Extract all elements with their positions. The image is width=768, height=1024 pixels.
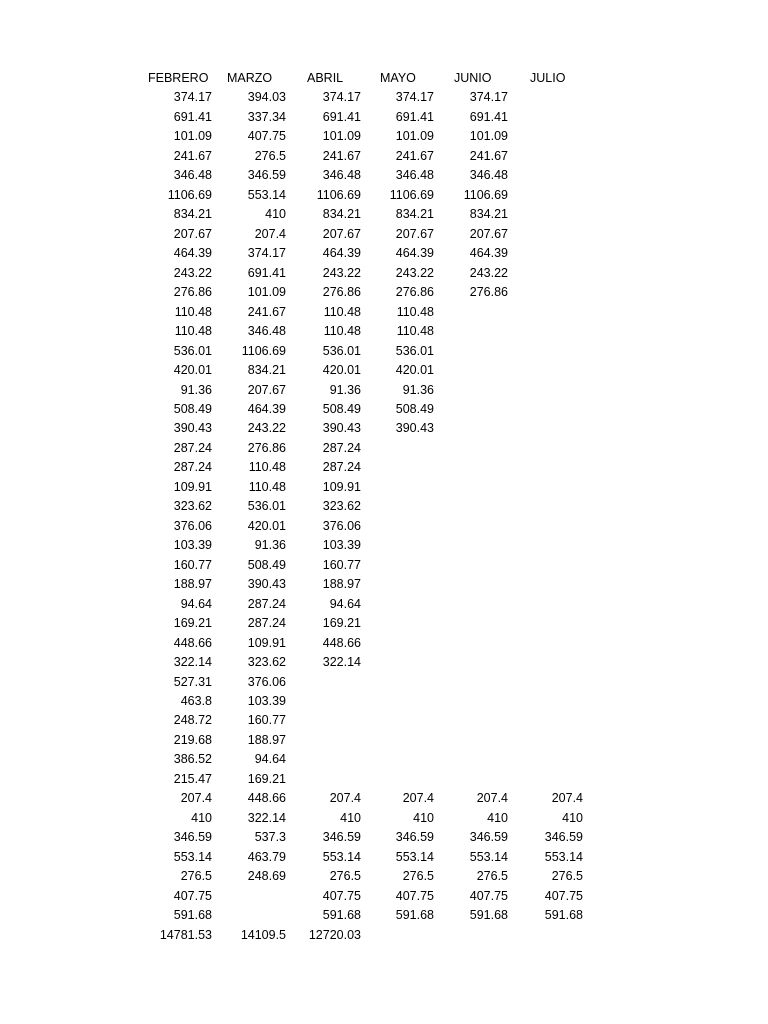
data-cell[interactable]: 110.48 [323, 304, 361, 319]
data-cell[interactable]: 407.75 [544, 888, 583, 903]
data-cell[interactable]: 241.67 [395, 148, 434, 163]
data-cell[interactable] [509, 361, 589, 380]
data-cell[interactable]: 536.01 [322, 343, 361, 358]
data-cell[interactable] [287, 673, 367, 692]
data-cell[interactable]: 207.67 [322, 226, 361, 241]
data-cell[interactable]: 691.41 [173, 109, 212, 124]
data-cell[interactable]: 207.4 [551, 791, 583, 806]
data-cell[interactable] [509, 400, 589, 419]
data-cell[interactable] [434, 322, 514, 341]
data-cell[interactable]: 407.75 [395, 888, 434, 903]
data-cell[interactable]: 407.75 [173, 888, 212, 903]
data-cell[interactable]: 207.67 [395, 226, 434, 241]
data-cell[interactable]: 553.14 [173, 849, 212, 864]
data-cell[interactable] [509, 770, 589, 789]
data-cell[interactable] [434, 711, 514, 730]
data-cell[interactable]: 691.41 [247, 265, 286, 280]
data-cell[interactable]: 91.36 [329, 382, 361, 397]
data-cell[interactable]: 276.86 [395, 285, 434, 300]
data-cell[interactable]: 109.91 [322, 479, 361, 494]
data-cell[interactable]: 536.01 [247, 499, 286, 514]
data-cell[interactable]: 346.59 [322, 830, 361, 845]
data-cell[interactable]: 337.34 [247, 109, 286, 124]
data-cell[interactable] [360, 634, 440, 653]
data-cell[interactable]: 1106.69 [167, 187, 212, 202]
data-cell[interactable]: 420.01 [395, 363, 434, 378]
data-cell[interactable] [360, 770, 440, 789]
data-cell[interactable] [434, 400, 514, 419]
data-cell[interactable]: 101.09 [469, 129, 508, 144]
data-cell[interactable]: 553.14 [395, 849, 434, 864]
data-cell[interactable]: 374.17 [395, 90, 434, 105]
data-cell[interactable] [509, 673, 589, 692]
data-cell[interactable]: 346.48 [322, 168, 361, 183]
data-cell[interactable]: 374.17 [469, 90, 508, 105]
data-cell[interactable] [434, 536, 514, 555]
data-cell[interactable]: 464.39 [247, 401, 286, 416]
data-cell[interactable]: 243.22 [322, 265, 361, 280]
data-cell[interactable]: 110.48 [174, 324, 212, 339]
data-cell[interactable]: 241.67 [322, 148, 361, 163]
data-cell[interactable]: 448.66 [322, 635, 361, 650]
data-cell[interactable]: 553.14 [247, 187, 286, 202]
data-cell[interactable]: 1106.69 [389, 187, 434, 202]
data-cell[interactable]: 276.5 [180, 869, 212, 884]
data-cell[interactable]: 508.49 [247, 557, 286, 572]
data-cell[interactable]: 463.8 [180, 694, 212, 708]
data-cell[interactable]: 103.39 [247, 694, 286, 708]
data-cell[interactable] [509, 264, 589, 283]
data-cell[interactable] [509, 147, 589, 166]
data-cell[interactable] [509, 731, 589, 750]
data-cell[interactable]: 346.59 [469, 830, 508, 845]
data-cell[interactable]: 322.14 [247, 810, 286, 825]
data-cell[interactable]: 448.66 [247, 791, 286, 806]
data-cell[interactable]: 536.01 [173, 343, 212, 358]
data-cell[interactable]: 591.68 [173, 908, 212, 923]
data-cell[interactable]: 243.22 [395, 265, 434, 280]
data-cell[interactable] [509, 381, 589, 400]
data-cell[interactable]: 103.39 [322, 538, 361, 553]
data-cell[interactable]: 536.01 [395, 343, 434, 358]
column-junio [434, 69, 514, 945]
data-cell[interactable]: 103.39 [173, 538, 212, 553]
data-cell[interactable]: 553.14 [322, 849, 361, 864]
data-cell[interactable] [509, 634, 589, 653]
data-cell[interactable]: 160.77 [173, 557, 212, 572]
data-cell[interactable]: 248.72 [173, 713, 212, 728]
data-cell[interactable]: 508.49 [322, 401, 361, 416]
data-cell[interactable] [509, 556, 589, 575]
data-cell[interactable] [434, 556, 514, 575]
data-cell[interactable] [360, 595, 440, 614]
data-cell[interactable]: 553.14 [469, 849, 508, 864]
data-cell[interactable] [360, 536, 440, 555]
data-cell[interactable]: 390.43 [173, 421, 212, 436]
data-cell[interactable]: 346.59 [395, 830, 434, 845]
data-cell[interactable]: 276.5 [254, 148, 286, 163]
data-cell[interactable]: 410 [413, 810, 434, 825]
data-cell[interactable]: 241.67 [173, 148, 212, 163]
data-cell[interactable]: 508.49 [395, 401, 434, 416]
data-cell[interactable]: 94.64 [180, 596, 212, 611]
data-cell[interactable]: 276.86 [247, 440, 286, 455]
data-cell[interactable]: 448.66 [173, 635, 212, 650]
data-cell[interactable]: 410 [562, 810, 583, 825]
data-cell[interactable]: 243.22 [173, 265, 212, 280]
data-cell[interactable]: 91.36 [402, 382, 434, 397]
data-cell[interactable] [509, 517, 589, 536]
data-cell[interactable]: 374.17 [173, 90, 212, 105]
data-cell[interactable]: 94.64 [254, 752, 286, 767]
data-cell[interactable]: 207.4 [254, 226, 286, 241]
data-cell[interactable]: 276.5 [476, 869, 508, 884]
data-cell[interactable]: 386.52 [173, 752, 212, 767]
total-cell[interactable]: 14109.5 [240, 927, 286, 942]
data-cell[interactable] [212, 906, 292, 925]
column-julio [509, 69, 589, 945]
data-cell[interactable]: 346.48 [173, 168, 212, 183]
data-cell[interactable] [360, 575, 440, 594]
data-cell[interactable]: 110.48 [248, 460, 286, 475]
data-cell[interactable]: 553.14 [544, 849, 583, 864]
data-cell[interactable] [434, 634, 514, 653]
data-cell[interactable]: 834.21 [247, 363, 286, 378]
data-cell[interactable]: 407.75 [247, 129, 286, 144]
data-cell[interactable]: 834.21 [173, 207, 212, 222]
data-cell[interactable] [434, 692, 514, 711]
data-cell[interactable] [509, 595, 589, 614]
data-cell[interactable]: 374.17 [322, 90, 361, 105]
data-cell[interactable] [434, 381, 514, 400]
data-cell[interactable] [360, 497, 440, 516]
data-cell[interactable] [434, 614, 514, 633]
data-cell[interactable]: 420.01 [247, 518, 286, 533]
data-cell[interactable]: 188.97 [322, 577, 361, 592]
data-cell[interactable]: 691.41 [322, 109, 361, 124]
data-cell[interactable] [360, 653, 440, 672]
data-cell[interactable] [509, 692, 589, 711]
data-cell[interactable]: 110.48 [248, 479, 286, 494]
data-cell[interactable]: 323.62 [322, 499, 361, 514]
data-cell[interactable]: 508.49 [173, 401, 212, 416]
data-cell[interactable]: 591.68 [469, 908, 508, 923]
data-cell[interactable] [434, 361, 514, 380]
data-cell[interactable] [509, 108, 589, 127]
data-cell[interactable] [287, 692, 367, 711]
data-cell[interactable] [509, 575, 589, 594]
data-cell[interactable] [509, 244, 589, 263]
data-cell[interactable]: 1106.69 [316, 187, 361, 202]
data-cell[interactable] [287, 770, 367, 789]
total-cell[interactable]: 14781.53 [159, 927, 212, 942]
data-cell[interactable] [360, 458, 440, 477]
data-cell[interactable]: 110.48 [396, 304, 434, 319]
data-cell[interactable] [509, 419, 589, 438]
data-cell[interactable]: 420.01 [173, 363, 212, 378]
data-cell[interactable]: 1106.69 [463, 187, 508, 202]
data-cell[interactable] [434, 575, 514, 594]
data-cell[interactable] [434, 439, 514, 458]
data-cell[interactable]: 207.4 [180, 791, 212, 806]
data-cell[interactable] [509, 497, 589, 516]
column-febrero [138, 69, 218, 945]
data-cell[interactable] [287, 711, 367, 730]
data-cell[interactable]: 537.3 [254, 830, 286, 845]
data-cell[interactable]: 376.06 [173, 518, 212, 533]
data-cell[interactable] [360, 692, 440, 711]
data-cell[interactable] [509, 322, 589, 341]
column-header[interactable]: FEBRERO [148, 71, 209, 85]
data-cell[interactable]: 464.39 [395, 246, 434, 261]
data-cell[interactable]: 243.22 [247, 421, 286, 436]
data-cell[interactable]: 248.69 [247, 869, 286, 884]
data-cell[interactable] [434, 303, 514, 322]
data-cell[interactable] [509, 225, 589, 244]
data-cell[interactable]: 346.59 [247, 168, 286, 183]
data-cell[interactable]: 346.48 [247, 324, 286, 339]
data-cell[interactable]: 464.39 [173, 246, 212, 261]
data-cell[interactable] [360, 711, 440, 730]
column-marzo [212, 69, 292, 945]
data-cell[interactable] [287, 750, 367, 769]
data-cell[interactable]: 94.64 [329, 596, 361, 611]
data-cell[interactable]: 110.48 [396, 324, 434, 339]
data-cell[interactable]: 101.09 [322, 129, 361, 144]
data-cell[interactable] [509, 166, 589, 185]
data-cell[interactable] [509, 614, 589, 633]
column-header[interactable]: JULIO [530, 71, 566, 85]
data-cell[interactable] [509, 88, 589, 107]
data-cell[interactable]: 276.86 [173, 285, 212, 300]
data-cell[interactable]: 207.67 [469, 226, 508, 241]
data-cell[interactable] [509, 458, 589, 477]
data-cell[interactable]: 376.06 [247, 674, 286, 689]
data-cell[interactable]: 390.43 [322, 421, 361, 436]
data-cell[interactable]: 464.39 [322, 246, 361, 261]
data-cell[interactable]: 276.5 [551, 869, 583, 884]
data-cell[interactable]: 834.21 [395, 207, 434, 222]
data-cell[interactable]: 410 [265, 207, 286, 222]
data-cell[interactable]: 207.4 [476, 791, 508, 806]
data-cell[interactable]: 390.43 [247, 577, 286, 592]
data-cell[interactable] [360, 614, 440, 633]
data-cell[interactable]: 276.5 [329, 869, 361, 884]
data-cell[interactable]: 110.48 [323, 324, 361, 339]
data-cell[interactable] [509, 439, 589, 458]
data-cell[interactable]: 160.77 [247, 713, 286, 728]
data-cell[interactable]: 322.14 [322, 655, 361, 670]
column-header[interactable]: MAYO [380, 71, 416, 85]
data-cell[interactable]: 169.21 [322, 616, 361, 631]
data-cell[interactable]: 91.36 [254, 538, 286, 553]
data-cell[interactable] [509, 536, 589, 555]
data-cell[interactable] [509, 127, 589, 146]
data-cell[interactable]: 241.67 [469, 148, 508, 163]
data-cell[interactable] [509, 342, 589, 361]
data-cell[interactable]: 374.17 [247, 246, 286, 261]
data-cell[interactable]: 91.36 [180, 382, 212, 397]
data-cell[interactable] [434, 342, 514, 361]
column-header[interactable]: MARZO [227, 71, 273, 85]
data-cell[interactable] [434, 517, 514, 536]
data-cell[interactable]: 207.4 [402, 791, 434, 806]
data-cell[interactable]: 591.68 [544, 908, 583, 923]
data-cell[interactable] [287, 731, 367, 750]
data-cell[interactable]: 591.68 [322, 908, 361, 923]
column-mayo [360, 69, 440, 945]
data-cell[interactable] [360, 439, 440, 458]
data-cell[interactable]: 109.91 [247, 635, 286, 650]
data-cell[interactable]: 101.09 [173, 129, 212, 144]
data-cell[interactable]: 207.67 [247, 382, 286, 397]
data-cell[interactable]: 410 [191, 810, 212, 825]
total-cell[interactable]: 12720.03 [308, 927, 361, 942]
data-cell[interactable] [434, 673, 514, 692]
data-cell[interactable]: 188.97 [247, 732, 286, 747]
data-cell[interactable]: 219.68 [173, 732, 212, 747]
column-abril [287, 69, 367, 945]
column-header[interactable]: ABRIL [307, 71, 344, 85]
data-cell[interactable]: 376.06 [322, 518, 361, 533]
data-cell[interactable] [434, 770, 514, 789]
data-cell[interactable] [434, 419, 514, 438]
data-cell[interactable] [434, 653, 514, 672]
data-cell[interactable] [509, 653, 589, 672]
data-cell[interactable] [434, 478, 514, 497]
data-cell[interactable] [509, 205, 589, 224]
data-cell[interactable]: 410 [340, 810, 361, 825]
data-cell[interactable]: 407.75 [469, 888, 508, 903]
total-cell[interactable] [360, 926, 440, 945]
data-cell[interactable]: 169.21 [173, 616, 212, 631]
data-cell[interactable]: 287.24 [247, 616, 286, 631]
data-cell[interactable]: 287.24 [173, 440, 212, 455]
data-cell[interactable] [212, 887, 292, 906]
data-cell[interactable] [434, 731, 514, 750]
data-cell[interactable] [509, 750, 589, 769]
data-cell[interactable]: 322.14 [173, 655, 212, 670]
data-cell[interactable]: 241.67 [247, 304, 286, 319]
data-cell[interactable]: 410 [487, 810, 508, 825]
data-cell[interactable]: 691.41 [469, 109, 508, 124]
data-cell[interactable]: 1106.69 [241, 343, 286, 358]
data-cell[interactable]: 390.43 [395, 421, 434, 436]
data-cell[interactable]: 243.22 [469, 265, 508, 280]
data-cell[interactable] [360, 750, 440, 769]
data-cell[interactable] [509, 283, 589, 302]
data-cell[interactable]: 323.62 [173, 499, 212, 514]
data-cell[interactable]: 346.48 [469, 168, 508, 183]
data-cell[interactable] [434, 458, 514, 477]
data-cell[interactable]: 323.62 [247, 655, 286, 670]
data-cell[interactable]: 834.21 [469, 207, 508, 222]
data-cell[interactable]: 420.01 [322, 363, 361, 378]
data-cell[interactable]: 160.77 [322, 557, 361, 572]
data-cell[interactable] [509, 711, 589, 730]
total-cell[interactable] [509, 926, 589, 945]
data-cell[interactable] [360, 731, 440, 750]
data-cell[interactable]: 287.24 [247, 596, 286, 611]
column-header[interactable]: JUNIO [454, 71, 492, 85]
data-cell[interactable] [360, 556, 440, 575]
data-cell[interactable]: 834.21 [322, 207, 361, 222]
data-cell[interactable]: 407.75 [322, 888, 361, 903]
data-cell[interactable]: 463.79 [247, 849, 286, 864]
data-cell[interactable]: 109.91 [173, 479, 212, 494]
data-cell[interactable] [360, 517, 440, 536]
data-cell[interactable]: 169.21 [247, 771, 286, 786]
data-cell[interactable]: 527.31 [173, 674, 212, 689]
data-cell[interactable] [360, 478, 440, 497]
data-cell[interactable]: 188.97 [173, 577, 212, 592]
data-cell[interactable]: 215.47 [173, 771, 212, 786]
data-cell[interactable]: 276.86 [469, 285, 508, 300]
data-cell[interactable] [509, 186, 589, 205]
data-cell[interactable] [509, 478, 589, 497]
data-cell[interactable]: 287.24 [173, 460, 212, 475]
data-cell[interactable]: 464.39 [469, 246, 508, 261]
data-cell[interactable]: 101.09 [247, 285, 286, 300]
data-cell[interactable]: 101.09 [395, 129, 434, 144]
data-cell[interactable] [434, 595, 514, 614]
data-cell[interactable]: 346.48 [395, 168, 434, 183]
data-cell[interactable]: 394.03 [247, 90, 286, 105]
data-cell[interactable]: 110.48 [174, 304, 212, 319]
data-cell[interactable]: 276.5 [402, 869, 434, 884]
data-cell[interactable] [360, 673, 440, 692]
data-cell[interactable]: 346.59 [544, 830, 583, 845]
data-cell[interactable]: 207.67 [173, 226, 212, 241]
data-cell[interactable]: 287.24 [322, 460, 361, 475]
data-cell[interactable]: 207.4 [329, 791, 361, 806]
data-cell[interactable]: 691.41 [395, 109, 434, 124]
data-cell[interactable]: 591.68 [395, 908, 434, 923]
data-cell[interactable]: 276.86 [322, 285, 361, 300]
total-cell[interactable] [434, 926, 514, 945]
data-cell[interactable]: 346.59 [173, 830, 212, 845]
data-cell[interactable] [509, 303, 589, 322]
data-cell[interactable]: 287.24 [322, 440, 361, 455]
data-cell[interactable] [434, 497, 514, 516]
data-cell[interactable] [434, 750, 514, 769]
